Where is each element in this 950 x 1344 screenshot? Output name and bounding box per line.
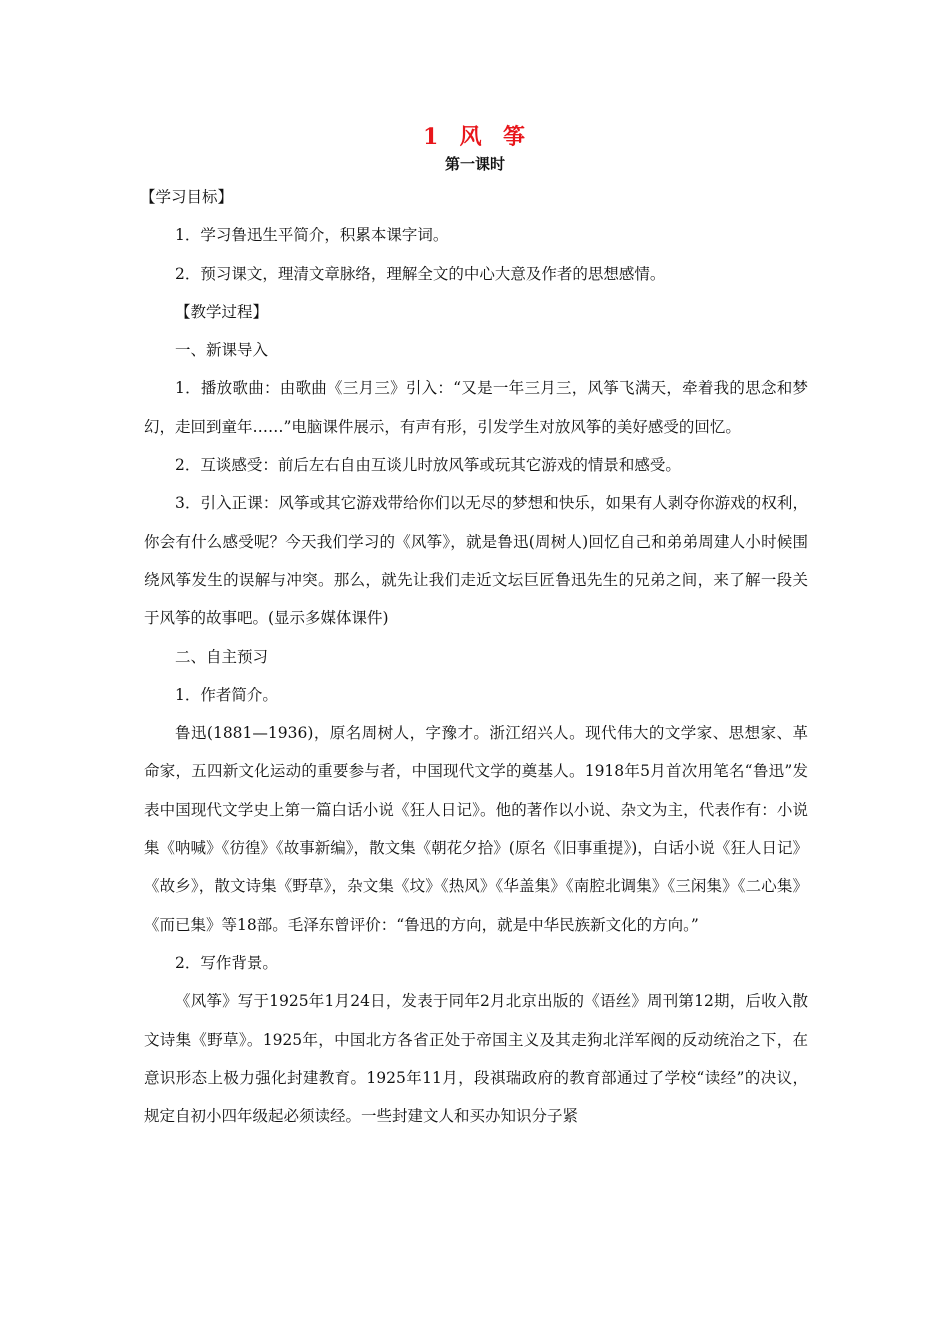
body-paragraph: 1．作者简介。	[175, 685, 278, 704]
body-paragraph: 2．写作背景。	[175, 953, 278, 972]
body-paragraph: 【教学过程】	[175, 302, 269, 321]
body-paragraph: 1．学习鲁迅生平简介，积累本课字词。	[175, 226, 449, 245]
body-paragraph: 《风筝》写于1925年1月24日，发表于同年2月北京出版的《语丝》周刊第12期，后收入散文诗集《野草》。1925年，中国北方各省正处于帝国主义及其走狗北洋军阀的反动统治之下，在意识形态上极力强化封建教育。1925年11月，段祺瑞政府的教育部通过了学校“读经”的决议，规定自初小四年级起必须读经。一些封建文人和买办知识分子紧	[144, 992, 808, 1126]
body-paragraph: 2．预习课文，理清文章脉络，理解全文的中心大意及作者的思想感情。	[175, 264, 666, 283]
body-paragraph: 【学习目标】	[140, 188, 234, 206]
body-paragraph: 一、新课导入	[175, 341, 269, 360]
body-paragraph: 3．引入正课：风筝或其它游戏带给你们以无尽的梦想和快乐，如果有人剥夺你游戏的权利，你会有什么感受呢？今天我们学习的《风筝》，就是鲁迅(周树人)回忆自己和弟弟周建人小时候围绕风筝发生的误解与冲突。那么，就先让我们走近文坛巨匠鲁迅先生的兄弟之间，来了解一段关于风筝的故事吧。(显示多媒体课件)	[144, 494, 808, 628]
body-paragraph: 二、自主预习	[175, 647, 269, 666]
lesson-title: 1 风 筝	[423, 124, 527, 150]
lesson-body	[140, 178, 808, 1135]
body-paragraph: 2．互谈感受：前后左右自由互谈儿时放风筝或玩其它游戏的情景和感受。	[175, 456, 681, 475]
body-paragraph: 1．播放歌曲：由歌曲《三月三》引入：“又是一年三月三，风筝飞满天，牵着我的思念和梦幻，走回到童年……”电脑课件展示，有声有形，引发学生对放风筝的美好感受的回忆。	[144, 379, 808, 436]
body-paragraph: 鲁迅(1881—1936)，原名周树人，字豫才。浙江绍兴人。现代伟大的文学家、思想家、革命家，五四新文化运动的重要参与者，中国现代文学的奠基人。1918年5月首次用笔名“鲁迅”发表中国现代文学史上第一篇白话小说《狂人日记》。他的著作以小说、杂文为主，代表作有：小说集《呐喊》《彷徨》《故事新编》，散文集《朝花夕拾》(原名《旧事重提》)，白话小说《狂人日记》《故乡》，散文诗集《野草》，杂文集《坟》《热风》《华盖集》《南腔北调集》《三闲集》《二心集》《而已集》等18部。毛泽东曾评价：“鲁迅的方向，就是中华民族新文化的方向。”	[144, 724, 808, 934]
lesson-subtitle: 第一课时	[444, 155, 505, 173]
